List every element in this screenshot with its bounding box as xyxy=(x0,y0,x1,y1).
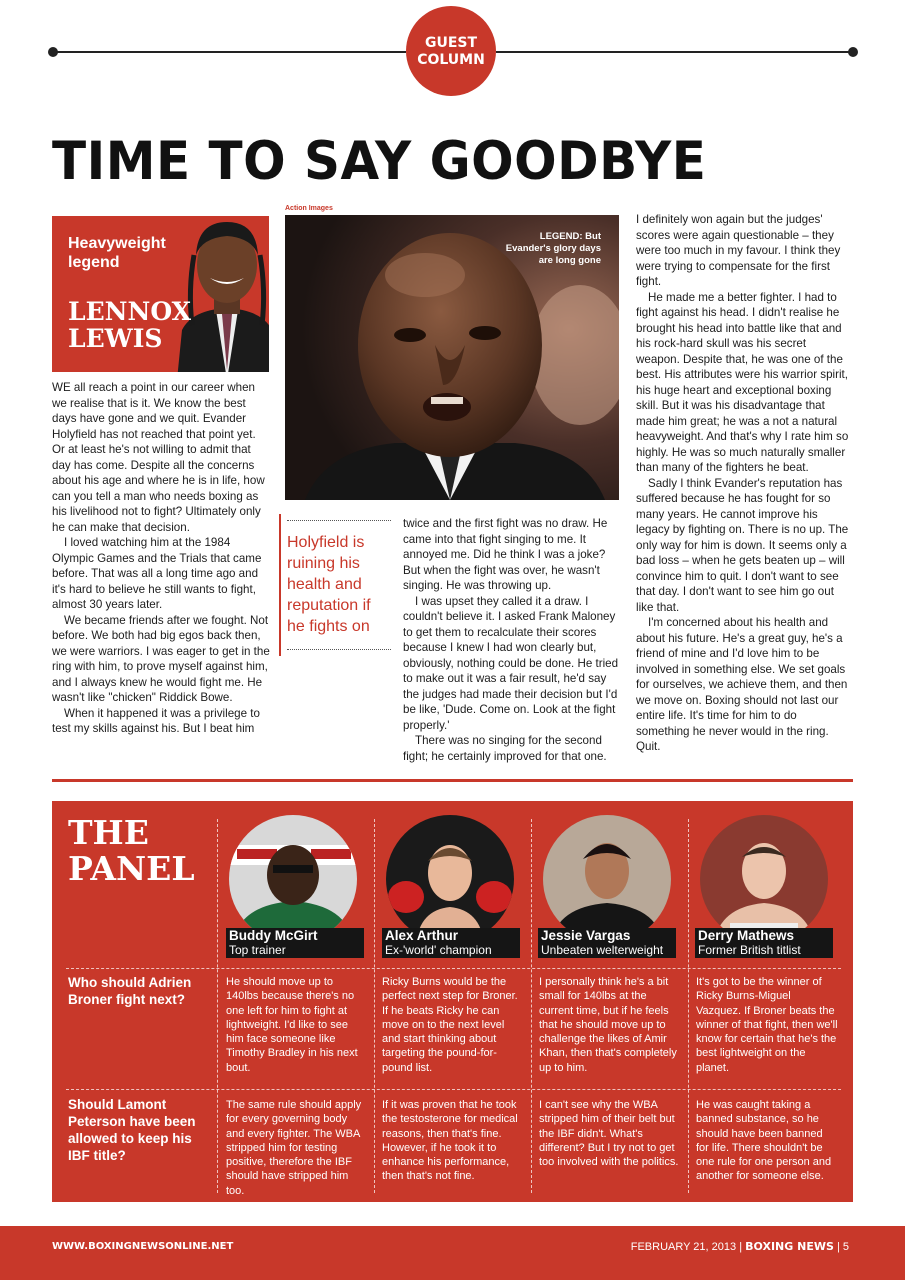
panel-column-divider xyxy=(688,819,689,1193)
panel-column-divider xyxy=(374,819,375,1193)
panel-title-line-1: THE xyxy=(68,813,149,852)
author-name-line-1: LENNOX xyxy=(68,297,192,326)
panelist-label xyxy=(695,928,833,958)
badge-line-2: COLUMN xyxy=(417,52,485,68)
holyfield-photo xyxy=(285,215,619,500)
paragraph: Sadly I think Evander's reputation has suffered because he has fought for so many years. He cannot improve his legacy by fighting on. There is no up. The only way for him is down. It seems only a bad loss – when he gets beaten up – will convince him to quit. I don't want to see that day. I don't want to see him go out like that. xyxy=(636,476,849,614)
paragraph: We became friends after we fought. Not before. We both had big egos back then, we were warriors. I was eager to get in the ring with him, to prove myself against him, and I always knew he would fight me. He wasn't like "chicken" Riddick Bowe. xyxy=(52,613,270,704)
pull-quote xyxy=(279,514,391,656)
paragraph: I was upset they called it a draw. I couldn't believe it. I asked Frank Maloney to get them to recalculate their scores because I knew I had won clearly but, obviously, nothing could be done. He tried to make out it was a fair result, he'd say the judges had made their decision but I'd be like, 'Dude. Come on. Look at the fight properly.' xyxy=(403,594,619,732)
panelist-photo-buddy-mcgirt xyxy=(229,815,357,943)
panel-answer: It's got to be the winner of Ricky Burns-Miguel Vazquez. If Broner beats the winner of that fight, then we'll know for certain that he's the best lightweight on the planet. xyxy=(696,976,838,1074)
paragraph: There was no singing for the second fight; he certainly improved for that one. xyxy=(403,734,607,763)
paragraph: When it happened it was a privilege to test my skills against his. But I beat him xyxy=(52,706,260,735)
the-panel xyxy=(52,801,853,1202)
section-divider xyxy=(52,779,853,782)
panelist-photo-alex-arthur xyxy=(386,815,514,943)
panelist-role: Former British titlist xyxy=(698,943,801,957)
footer-date: FEBRUARY 21, 2013 xyxy=(630,1241,737,1253)
panel-answer: I can't see why the WBA stripped him of their belt but the IBF didn't. What's different? But I try not to get too involved with the politics. xyxy=(539,1099,679,1169)
header-rule-left xyxy=(52,51,406,53)
author-role xyxy=(68,234,166,272)
footer-folio: FEBRUARY 21, 2013 | BOXING NEWS | 5 xyxy=(630,1240,849,1253)
footer-website: WWW.BOXINGNEWSONLINE.NET xyxy=(52,1241,234,1252)
guest-column-badge xyxy=(406,6,496,96)
footer-page-number: 5 xyxy=(842,1241,849,1253)
panelist-label xyxy=(382,928,520,958)
panelist-name: Jessie Vargas xyxy=(541,928,631,943)
paragraph: I definitely won again but the judges' scores were again questionable – they were too much in my favour. I think they were trying to compensate for the first fight. xyxy=(636,213,841,288)
panel-answer: Ricky Burns would be the perfect next step for Broner. If he beats Ricky he can move on to the next level and start thinking about targeting the pound-for-pound list. xyxy=(382,976,518,1074)
panel-column-divider xyxy=(531,819,532,1193)
photo-caption xyxy=(505,231,601,267)
paragraph: WE all reach a point in our career when we realise that is it. We know the best days have gone and we quit. Evander Holyfield has not reached that point yet. Or at least he's not willing to admit that day has come. Despite all the concerns about his age and where he is in life, how can you tell a man who needs boxing as his livelihood not to fight? Ultimately only he can make that decision. xyxy=(52,381,265,534)
panel-answer: I personally think he's a bit small for 140lbs at the current time, but if he feels that he should move up to challenge the likes of Amir Khan, then that's completely up to him. xyxy=(539,976,677,1074)
header-dot-left xyxy=(48,47,58,57)
panelist-label xyxy=(538,928,676,958)
author-name xyxy=(68,298,191,352)
badge-line-1: GUEST xyxy=(424,35,478,51)
pull-quote-rule-top xyxy=(287,520,391,521)
panelist-name: Buddy McGirt xyxy=(229,928,318,943)
panel-question-2: Should Lamont Peterson have been allowed to keep his IBF title? xyxy=(68,1097,196,1163)
author-box xyxy=(52,216,269,372)
headline: TIME TO SAY GOODBYE xyxy=(52,130,707,192)
panel-answer: He was caught taking a banned substance, so he should have been banned for life. There shouldn't be one rule for one person and another for someone else. xyxy=(696,1099,832,1183)
panelist-name: Alex Arthur xyxy=(385,928,459,943)
panelist-photo-derry-mathews xyxy=(700,815,828,943)
panel-question-1: Who should Adrien Broner fight next? xyxy=(68,975,192,1007)
panel-answer: He should move up to 140lbs because there's no one left for him to fight at lightweight. I'd like to see him face someone like Timothy Bradley in his next bout. xyxy=(226,976,358,1074)
panelist-label xyxy=(226,928,364,958)
author-name-line-2: LEWIS xyxy=(68,324,163,353)
header-rule-right xyxy=(496,51,853,53)
panel-answer: The same rule should apply for every governing body and every fighter. The WBA stripped him for testing positive, therefore the IBF should have stripped him too. xyxy=(226,1099,362,1197)
panel-title xyxy=(68,815,195,887)
panelist-role: Top trainer xyxy=(229,943,286,957)
author-role-line-2: legend xyxy=(68,254,120,271)
author-role-line-1: Heavyweight xyxy=(68,235,166,252)
header-dot-right xyxy=(848,47,858,57)
panelist-name: Derry Mathews xyxy=(698,928,795,943)
panelist-role: Ex-'world' champion xyxy=(385,943,492,957)
page-footer xyxy=(0,1226,905,1280)
panelist-role: Unbeaten welterweight xyxy=(541,943,664,957)
panel-answer: If it was proven that he took the testosterone for medical reasons, then that's fine. However, if he took it to enhance his performance, then that's not fine. xyxy=(382,1099,518,1183)
panel-title-line-2: PANEL xyxy=(68,849,195,888)
footer-publication: BOXING NEWS xyxy=(745,1240,834,1253)
panel-row-divider xyxy=(66,968,841,969)
article-column-1 xyxy=(52,380,270,737)
caption-label: LEGEND: xyxy=(539,231,583,242)
paragraph: I loved watching him at the 1984 Olympic Games and the Trials that came before. That was all a long time ago and it's hard to believe he still wants to fight, almost 30 years later. xyxy=(52,536,262,611)
panel-column-divider xyxy=(217,819,218,1193)
pull-quote-rule-bottom xyxy=(287,649,391,650)
paragraph: I'm concerned about his health and about his future. He's a great guy, he's a friend of mine and I'd love him to be involved in something else. We set goals for ourselves, we achieve them, and then we move on. Boxing should not last our entire life. It's time for him to do something he never would in the ring. Quit. xyxy=(636,616,848,753)
article-column-3 xyxy=(636,212,853,755)
paragraph: He made me a better fighter. I had to fight against his head. I didn't realise he brought his head into battle like that and his rock-hard skull was his secret weapon. Despite that, he was one of the best. His attributes were his warrior spirit, his huge heart and exceptional boxing skill. But it was his disadvantage that made him great; he was a not a natural heavyweight. And that's why I rate him so highly. He was so much naturally smaller than many of the fighters he beat. xyxy=(636,290,849,474)
photo-credit: Action Images xyxy=(285,205,333,212)
panelist-photo-jessie-vargas xyxy=(543,815,671,943)
article-column-2 xyxy=(403,516,620,764)
caption-text: But Evander's glory days are long gone xyxy=(505,231,601,266)
pull-quote-text: Holyfield is ruining his health and reputation if he fights on xyxy=(287,534,371,635)
panel-row-divider xyxy=(66,1089,841,1090)
paragraph: twice and the first fight was no draw. He came into that fight singing to me. It annoyed me. Did he think I was a joke? But when the fight was over, he wasn't singing. He was throwing up. xyxy=(403,517,608,592)
